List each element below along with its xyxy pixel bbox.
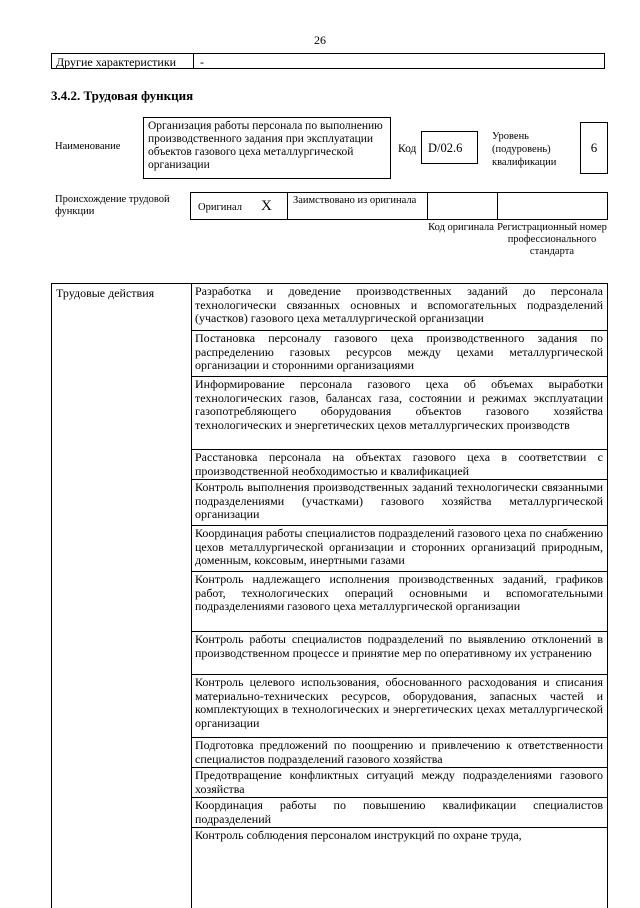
level-value-box: 6 bbox=[580, 122, 608, 174]
labor-actions-header: Трудовые действия bbox=[56, 286, 155, 300]
other-characteristics-table bbox=[51, 53, 605, 69]
page-number: 26 bbox=[314, 33, 326, 47]
origin-table bbox=[190, 192, 608, 220]
column-divider bbox=[427, 193, 428, 219]
reg-number-label: Регистрационный номер профессионального стандарта bbox=[497, 222, 607, 257]
table-row: Информирование персонала газового цеха об объемах выработки технологических газов, балансах газа, состоянии и режимах эксплуатации газопотребляющего оборудования объектов газового хозяйства технологических и энергетических цехов металлургических производств bbox=[192, 377, 607, 450]
labor-actions-table bbox=[51, 283, 608, 908]
section-title: 3.4.2. Трудовая функция bbox=[51, 88, 194, 103]
original-label: Оригинал bbox=[198, 202, 242, 213]
table-row: Координация работы специалистов подразделений газового цеха по снабжению цехов металлургической организации и сторонних организаций природным, доменным, коксовым, инертными газами bbox=[192, 526, 607, 572]
table-row: Контроль соблюдения персоналом инструкций по охране труда, bbox=[195, 828, 522, 842]
table-row: Разработка и доведение производственных заданий до персонала технологически связанных основных и вспомогательных подразделений (участков) газового цеха металлургической организации bbox=[192, 284, 607, 331]
other-characteristics-value: - bbox=[200, 55, 204, 69]
original-mark: X bbox=[261, 198, 272, 214]
table-row: Контроль работы специалистов подразделений по выявлению отклонений в производственном процессе и принятие мер по оперативному их устранению bbox=[192, 632, 607, 675]
level-label: Уровень (подуровень) квалификации bbox=[492, 131, 557, 168]
table-row: Контроль целевого использования, обоснованного расходования и списания материально-технических ресурсов, оборудования, запасных частей и комплектующих в технологических и энергетических цехах металлургической организации bbox=[192, 675, 607, 738]
function-name-box: Организация работы персонала по выполнению производственного задания при эксплуатации объектов газового цеха металлургической организации bbox=[143, 117, 391, 179]
code-label: Код bbox=[398, 143, 417, 155]
origin-label: Происхождение трудовой функции bbox=[55, 194, 170, 217]
borrowed-label: Заимствовано из оригинала bbox=[293, 195, 417, 206]
column-divider bbox=[193, 54, 194, 68]
table-row: Постановка персоналу газового цеха производственного задания по распределению газовых ресурсов между цехами металлургической организации и сторонними организациями bbox=[192, 331, 607, 377]
table-row: Контроль надлежащего исполнения производственных заданий, графиков работ, технологических операций основными и вспомогательными подразделениями газового цеха металлургической организации bbox=[192, 572, 607, 632]
name-label: Наименование bbox=[55, 141, 121, 152]
table-row: Координация работы по повышению квалификации специалистов подразделений bbox=[192, 798, 607, 828]
table-row: Предотвращение конфликтных ситуаций между подразделениями газового хозяйства bbox=[192, 768, 607, 798]
table-row: Подготовка предложений по поощрению и привлечению к ответственности специалистов подразделений газового хозяйства bbox=[192, 738, 607, 768]
table-row: Контроль выполнения производственных заданий технологически связанными подразделениями (участками) газового хозяйства металлургической организации bbox=[192, 480, 607, 526]
table-row: Расстановка персонала на объектах газового цеха в соответствии с производственной необходимостью и квалификацией bbox=[192, 450, 607, 480]
labor-actions-list bbox=[192, 284, 607, 858]
column-divider bbox=[497, 193, 498, 219]
code-original-label: Код оригинала bbox=[428, 222, 494, 233]
other-characteristics-label: Другие характеристики bbox=[56, 55, 177, 69]
column-divider bbox=[287, 193, 288, 219]
function-code-box: D/02.6 bbox=[421, 131, 478, 164]
